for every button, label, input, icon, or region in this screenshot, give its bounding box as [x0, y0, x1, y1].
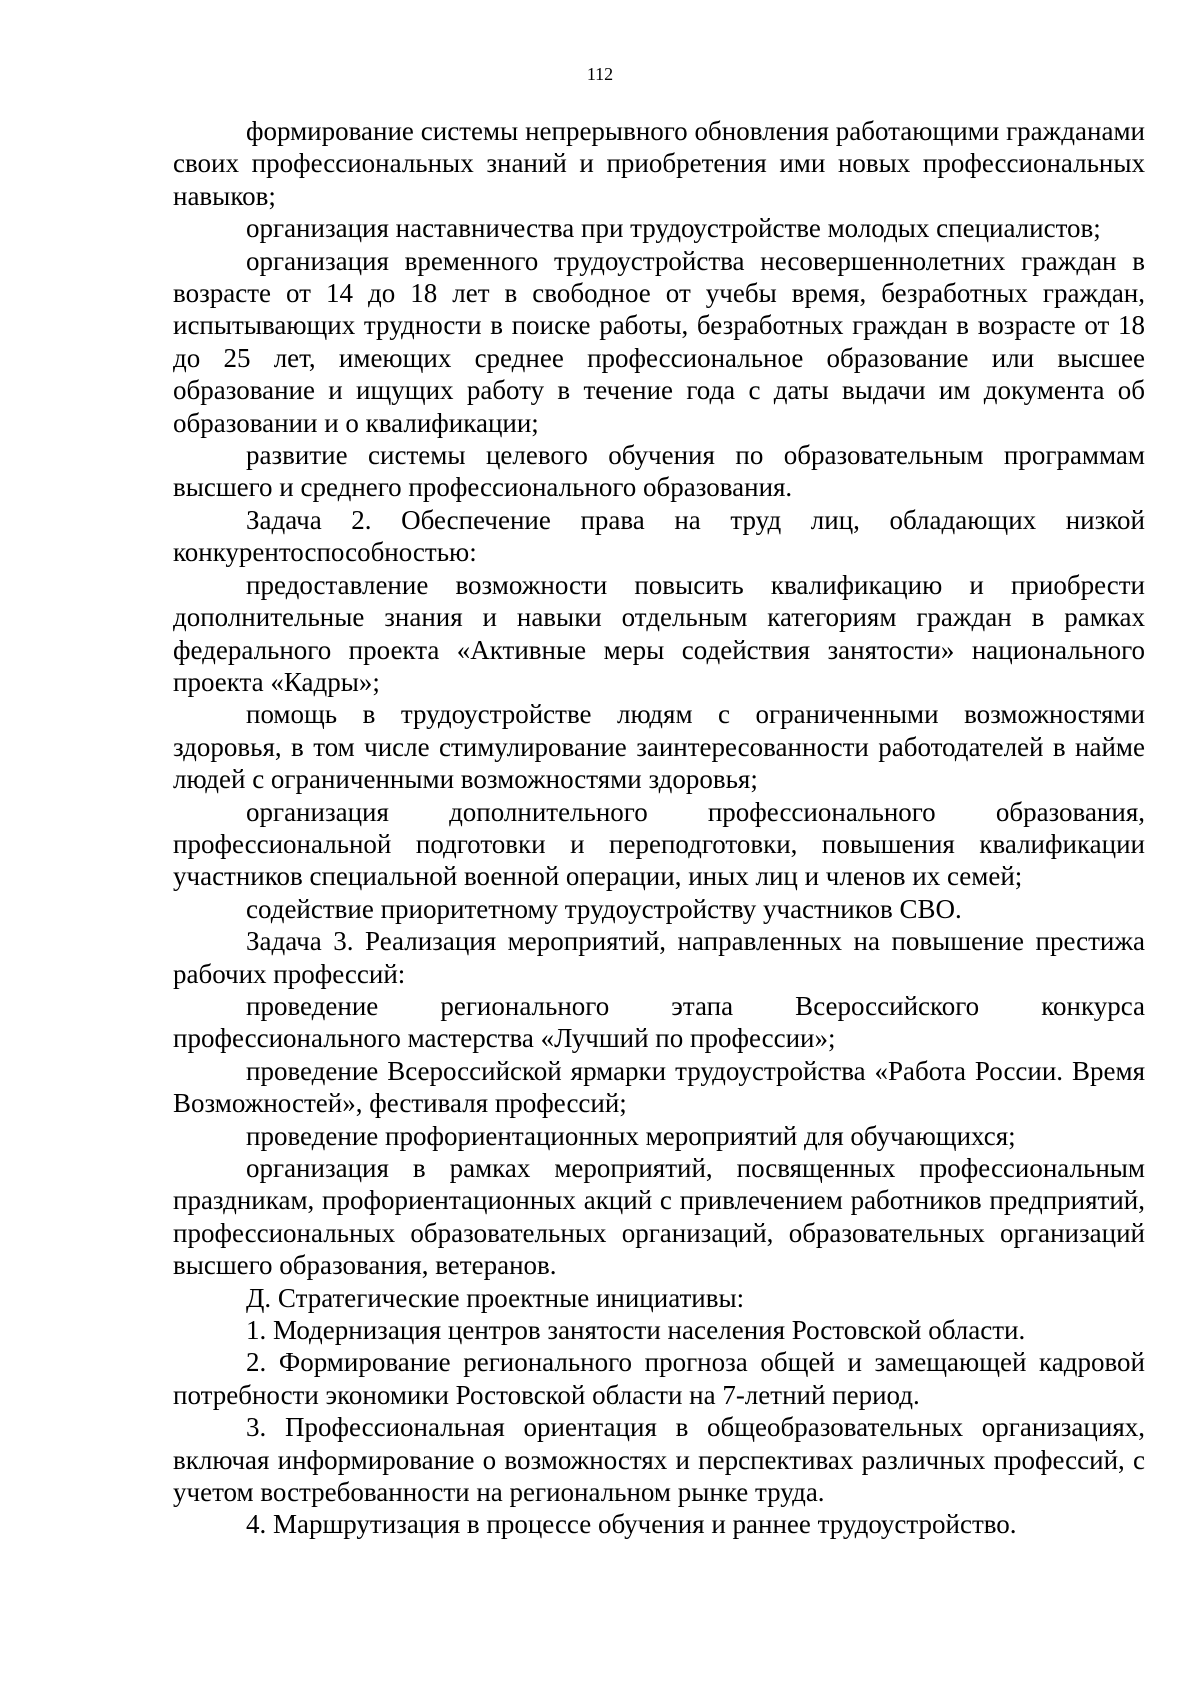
paragraph-mentoring: организация наставничества при трудоустройстве молодых специалистов; [246, 213, 1101, 244]
paragraph-initiative-2: 2. Формирование регионального прогноза общей и замещающей кадровой потребности экономики Ростовской области на 7-летний период. [173, 1347, 1145, 1410]
paragraph-task-2-heading: Задача 2. Обеспечение права на труд лиц, обладающих низкой конкурентоспособностью: [173, 504, 1145, 568]
document-body [173, 115, 1145, 1541]
paragraph-svo-employment: содействие приоритетному трудоустройству участников СВО. [246, 893, 962, 924]
paragraph-initiative-3: 3. Профессиональная ориентация в общеобразовательных организациях, включая информирование о возможностях и перспективах различных профессий, с учетом востребованности на региональном рынке труда. [173, 1412, 1145, 1508]
paragraph-career-guidance-events: проведение профориентационных мероприятий для обучающихся; [246, 1120, 1016, 1151]
paragraph-regional-contest: проведение регионального этапа Всероссийского конкурса профессионального мастерства «Лучший по профессии»; [173, 990, 1145, 1054]
paragraph-strategic-initiatives-heading: Д. Стратегические проектные инициативы: [246, 1282, 745, 1313]
paragraph-professional-holidays: организация в рамках мероприятий, посвященных профессиональным праздникам, профориентационных акций с привлечением работников предприятий, профессиональных образовательных организаций, образовательных организаций высшего образования, ветеранов. [173, 1153, 1145, 1281]
paragraph-temporary-employment: организация временного трудоустройства несовершеннолетних граждан в возрасте от 14 до 18 лет в свободное от учебы время, безработных граждан, испытывающих трудности в поиске работы, безработных граждан в возрасте от 18 до 25 лет, имеющих среднее профессиональное образование или высшее образование и ищущих работу в течение года с даты выдачи им документа об образовании и о квалификации; [173, 245, 1145, 438]
paragraph-disabled-employment: помощь в трудоустройстве людям с ограниченными возможностями здоровья, в том числе стимулирование заинтересованности работодателей в найме людей с ограниченными возможностями здоровья; [173, 699, 1145, 795]
page-number: 112 [586, 64, 614, 84]
paragraph-svo-education: организация дополнительного профессионального образования, профессиональной подготовки и переподготовки, повышения квалификации участников специальной военной операции, иных лиц и членов их семей; [173, 796, 1145, 892]
paragraph-continuous-skills-update: формирование системы непрерывного обновления работающими гражданами своих профессиональных знаний и приобретения ими новых профессиональных навыков; [173, 116, 1145, 211]
paragraph-targeted-training: развитие системы целевого обучения по образовательным программам высшего и среднего профессионального образования. [173, 440, 1145, 503]
paragraph-initiative-1: 1. Модернизация центров занятости населения Ростовской области. [246, 1315, 1026, 1346]
paragraph-initiative-4: 4. Маршрутизация в процессе обучения и раннее трудоустройство. [246, 1509, 1017, 1540]
paragraph-qualification-upgrade: предоставление возможности повысить квалификацию и приобрести дополнительные знания и навыки отдельным категориям граждан в рамках федерального проекта «Активные меры содействия занятости» национального проекта «Кадры»; [173, 569, 1145, 697]
paragraph-job-fair: проведение Всероссийской ярмарки трудоустройства «Работа России. Время Возможностей», фестиваля профессий; [173, 1055, 1145, 1119]
paragraph-task-3-heading: Задача 3. Реализация мероприятий, направленных на повышение престижа рабочих профессий: [173, 926, 1145, 989]
